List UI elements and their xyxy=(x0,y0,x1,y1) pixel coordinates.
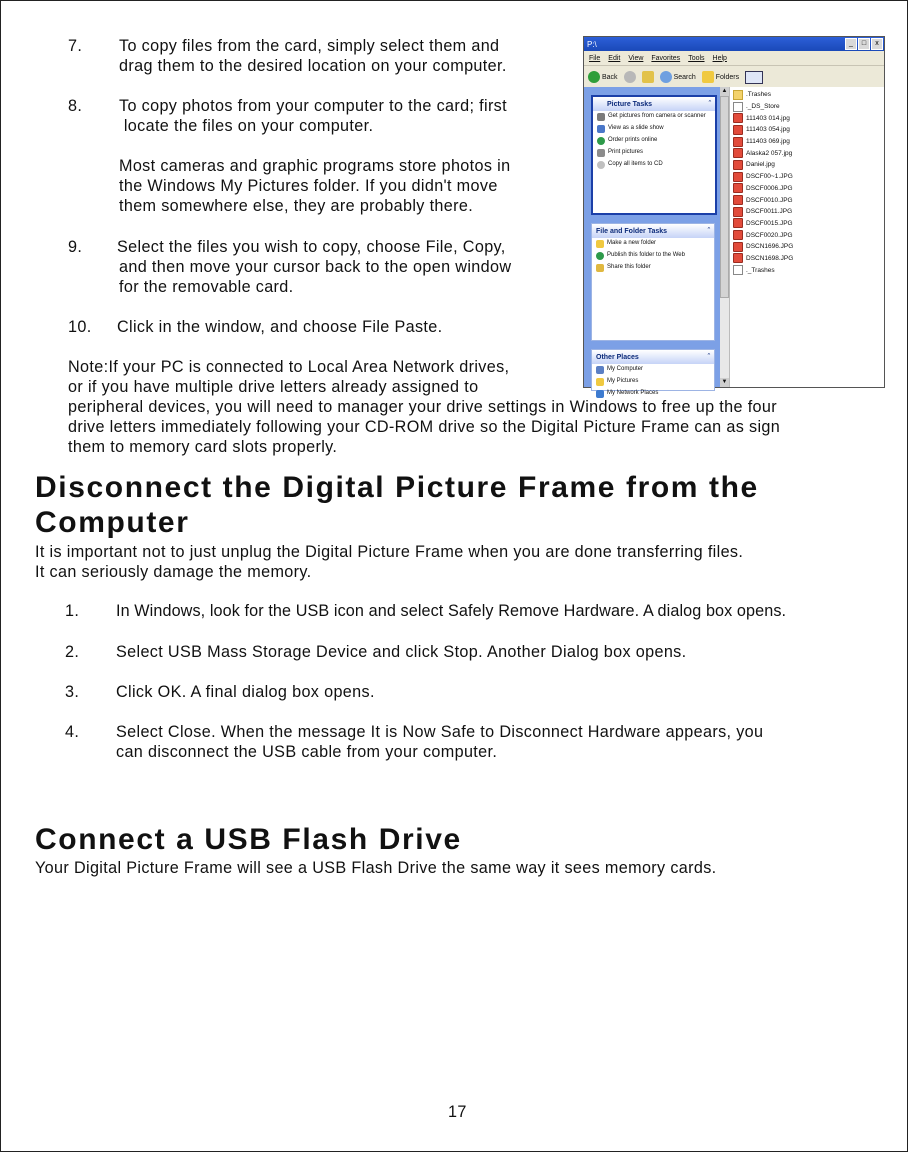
step-8-para-line-2: the Windows My Pictures folder. If you didn't move xyxy=(119,177,498,195)
menu-favorites: Favorites xyxy=(651,54,681,62)
slideshow-icon xyxy=(597,125,605,133)
task-new-folder-label: Make a new folder xyxy=(607,240,657,246)
collapse-icon: ˆ xyxy=(707,353,710,361)
disconnect-step-1-line-1: In Windows, look for the USB icon and select Safely Remove Hardware. A dialog box opens. xyxy=(116,602,787,620)
step-8-line-1: To copy photos from your computer to the card; first xyxy=(119,97,507,115)
note-line-1: Note:If your PC is connected to Local Area Network drives, xyxy=(68,358,510,376)
file-folder-tasks-header xyxy=(592,224,714,238)
step-8-number: 8. xyxy=(68,97,83,115)
disconnect-step-4-line-2: can disconnect the USB cable from your computer. xyxy=(116,743,498,761)
usb-text: Your Digital Picture Frame will see a USB Flash Drive the same way it sees memory cards. xyxy=(35,859,717,877)
task-share-folder-label: Share this folder xyxy=(607,264,651,270)
place-my-pictures-label: My Pictures xyxy=(607,378,639,384)
task-slide-show-label: View as a slide show xyxy=(608,125,664,131)
file-list xyxy=(733,89,793,276)
file-folder-tasks-title: File and Folder Tasks xyxy=(596,227,668,235)
image-file-icon xyxy=(733,125,743,135)
step-8-para-line-3: them somewhere else, they are probably there. xyxy=(119,197,474,215)
file-name: DSCF0020.JPG xyxy=(746,231,793,239)
task-copy-cd xyxy=(593,159,715,171)
task-print-label: Print pictures xyxy=(608,149,644,155)
explorer-titlebar xyxy=(584,37,884,51)
step-7-line-1: To copy files from the card, simply select them and xyxy=(119,37,500,55)
task-publish-web xyxy=(592,250,714,262)
network-icon xyxy=(596,390,604,398)
pictures-folder-icon xyxy=(596,378,604,386)
maximize-icon: □ xyxy=(858,38,870,50)
disconnect-step-2-number: 2. xyxy=(65,643,80,661)
image-file-icon xyxy=(733,137,743,147)
back-arrow-icon xyxy=(588,71,600,83)
collapse-icon: ˆ xyxy=(707,227,710,235)
disconnect-step-2-line-1: Select USB Mass Storage Device and click Stop. Another Dialog box opens. xyxy=(116,643,687,661)
note-line-4: drive letters immediately following your CD-ROM drive so the Digital Picture Frame can as sign xyxy=(68,418,781,436)
file-item xyxy=(733,171,793,183)
search-icon xyxy=(660,71,672,83)
menu-view: View xyxy=(628,54,644,62)
file-item xyxy=(733,112,793,124)
step-9-number: 9. xyxy=(68,238,83,256)
file-folder-tasks-panel xyxy=(591,223,715,341)
disconnect-step-3-line-1: Click OK. A final dialog box opens. xyxy=(116,683,375,701)
place-network xyxy=(592,388,714,400)
other-places-panel xyxy=(591,349,715,396)
menu-edit: Edit xyxy=(608,54,621,62)
file-name: ._DS_Store xyxy=(746,103,780,111)
cd-icon xyxy=(597,161,605,169)
step-9-line-2: and then move your cursor back to the open window xyxy=(119,258,512,276)
forward-arrow-icon xyxy=(624,71,636,83)
camera-icon xyxy=(597,113,605,121)
file-item xyxy=(733,264,793,276)
file-name: Alaska2 057.jpg xyxy=(746,149,793,157)
globe-icon xyxy=(597,137,605,145)
step-7-number: 7. xyxy=(68,37,83,55)
file-item xyxy=(733,101,793,113)
image-file-icon xyxy=(733,113,743,123)
document-icon xyxy=(733,102,743,112)
picture-tasks-panel xyxy=(591,95,717,215)
image-file-icon xyxy=(733,183,743,193)
note-line-5: them to memory card slots properly. xyxy=(68,438,338,456)
vertical-scrollbar xyxy=(720,87,730,387)
file-name: 111403 054.jpg xyxy=(746,126,790,134)
step-7-line-2: drag them to the desired location on your computer. xyxy=(119,57,507,75)
file-name: DSCN1696.JPG xyxy=(746,243,794,251)
file-name: DSCF0011.JPG xyxy=(746,208,793,216)
menu-tools: Tools xyxy=(688,54,705,62)
task-publish-web-label: Publish this folder to the Web xyxy=(607,252,685,258)
file-item xyxy=(733,206,793,218)
close-icon: x xyxy=(871,38,883,50)
step-9-line-3: for the removable card. xyxy=(119,278,294,296)
search-label: Search xyxy=(673,73,696,81)
image-file-icon xyxy=(733,172,743,182)
new-folder-icon xyxy=(596,240,604,248)
file-name: DSCF0010.JPG xyxy=(746,196,793,204)
task-get-pictures-label: Get pictures from camera or scanner xyxy=(608,113,706,119)
place-my-pictures xyxy=(592,376,714,388)
step-8-line-2: locate the files on your computer. xyxy=(119,117,374,135)
minimize-icon: _ xyxy=(845,38,857,50)
disconnect-intro-line-1: It is important not to just unplug the Digital Picture Frame when you are done transferring files. xyxy=(35,543,744,561)
disconnect-heading-line-2: Computer xyxy=(35,506,190,539)
task-order-prints xyxy=(593,135,715,147)
file-name: Daniel.jpg xyxy=(746,161,775,169)
other-places-header xyxy=(592,350,714,364)
file-item xyxy=(733,136,793,148)
disconnect-heading-line-1: Disconnect the Digital Picture Frame from the xyxy=(35,471,759,504)
file-item xyxy=(733,89,793,101)
image-file-icon xyxy=(733,160,743,170)
file-item xyxy=(733,229,793,241)
task-copy-cd-label: Copy all items to CD xyxy=(608,161,663,167)
image-file-icon xyxy=(733,253,743,263)
step-10-number: 10. xyxy=(68,318,92,336)
picture-tasks-title: Picture Tasks xyxy=(607,100,653,108)
views-icon xyxy=(745,71,763,84)
file-name: DSCF00~1.JPG xyxy=(746,173,793,181)
document-icon xyxy=(733,265,743,275)
back-button xyxy=(588,71,618,83)
explorer-file-pane xyxy=(720,87,884,387)
menu-help: Help xyxy=(712,54,727,62)
file-name: 111403 069.jpg xyxy=(746,138,790,146)
explorer-task-pane xyxy=(584,87,720,396)
place-network-label: My Network Places xyxy=(607,390,659,396)
folders-label: Folders xyxy=(715,73,740,81)
note-line-2: or if you have multiple drive letters already assigned to xyxy=(68,378,479,396)
file-name: ._Trashes xyxy=(746,266,775,274)
file-item xyxy=(733,194,793,206)
place-my-computer xyxy=(592,364,714,376)
file-item xyxy=(733,147,793,159)
printer-icon xyxy=(597,149,605,157)
image-file-icon xyxy=(733,242,743,252)
note-line-3: peripheral devices, you will need to manager your drive settings in Windows to free up the four xyxy=(68,398,777,416)
place-my-computer-label: My Computer xyxy=(607,366,644,372)
file-item xyxy=(733,218,793,230)
file-item xyxy=(733,124,793,136)
scroll-thumb xyxy=(720,96,729,298)
up-folder-icon xyxy=(642,71,654,83)
file-name: 111403 014.jpg xyxy=(746,114,790,122)
step-10-line-1: Click in the window, and choose File Paste. xyxy=(117,318,443,336)
collapse-icon: ˆ xyxy=(708,100,711,108)
disconnect-step-1-number: 1. xyxy=(65,602,80,620)
globe-icon xyxy=(596,252,604,260)
file-name: .Trashes xyxy=(746,91,772,99)
folders-icon xyxy=(702,71,714,83)
image-file-icon xyxy=(733,207,743,217)
file-item xyxy=(733,159,793,171)
other-places-title: Other Places xyxy=(596,353,639,361)
scroll-up-icon: ▲ xyxy=(721,88,728,94)
back-label: Back xyxy=(602,73,618,81)
usb-heading: Connect a USB Flash Drive xyxy=(35,823,462,856)
image-file-icon xyxy=(733,148,743,158)
disconnect-step-4-line-1: Select Close. When the message It is Now Safe to Disconnect Hardware appears, you xyxy=(116,723,764,741)
image-file-icon xyxy=(733,218,743,228)
step-8-para-line-1: Most cameras and graphic programs store photos in xyxy=(119,157,511,175)
explorer-menubar xyxy=(584,51,884,66)
task-get-pictures xyxy=(593,111,715,123)
disconnect-step-4-number: 4. xyxy=(65,723,80,741)
task-slide-show xyxy=(593,123,715,135)
image-file-icon xyxy=(733,230,743,240)
computer-icon xyxy=(596,366,604,374)
explorer-toolbar xyxy=(584,66,884,89)
explorer-title: P:\ xyxy=(587,39,597,49)
file-name: DSCF0015.JPG xyxy=(746,219,793,227)
share-folder-icon xyxy=(596,264,604,272)
task-share-folder xyxy=(592,262,714,274)
image-file-icon xyxy=(733,195,743,205)
explorer-screenshot xyxy=(583,36,885,396)
disconnect-intro-line-2: It can seriously damage the memory. xyxy=(35,563,312,581)
disconnect-step-3-number: 3. xyxy=(65,683,80,701)
folder-icon xyxy=(733,90,743,100)
folders-button xyxy=(702,71,739,83)
menu-file: File xyxy=(589,54,601,62)
picture-tasks-header xyxy=(593,97,715,111)
step-9-line-1: Select the files you wish to copy, choose File, Copy, xyxy=(117,238,506,256)
file-item xyxy=(733,253,793,265)
file-name: DSCF0006.JPG xyxy=(746,184,793,192)
file-item xyxy=(733,183,793,195)
file-item xyxy=(733,241,793,253)
task-print xyxy=(593,147,715,159)
search-button xyxy=(660,71,696,83)
scroll-down-icon: ▼ xyxy=(721,379,728,385)
task-order-prints-label: Order prints online xyxy=(608,137,658,143)
file-name: DSCN1698.JPG xyxy=(746,254,794,262)
page-number: 17 xyxy=(448,1103,467,1121)
task-new-folder xyxy=(592,238,714,250)
